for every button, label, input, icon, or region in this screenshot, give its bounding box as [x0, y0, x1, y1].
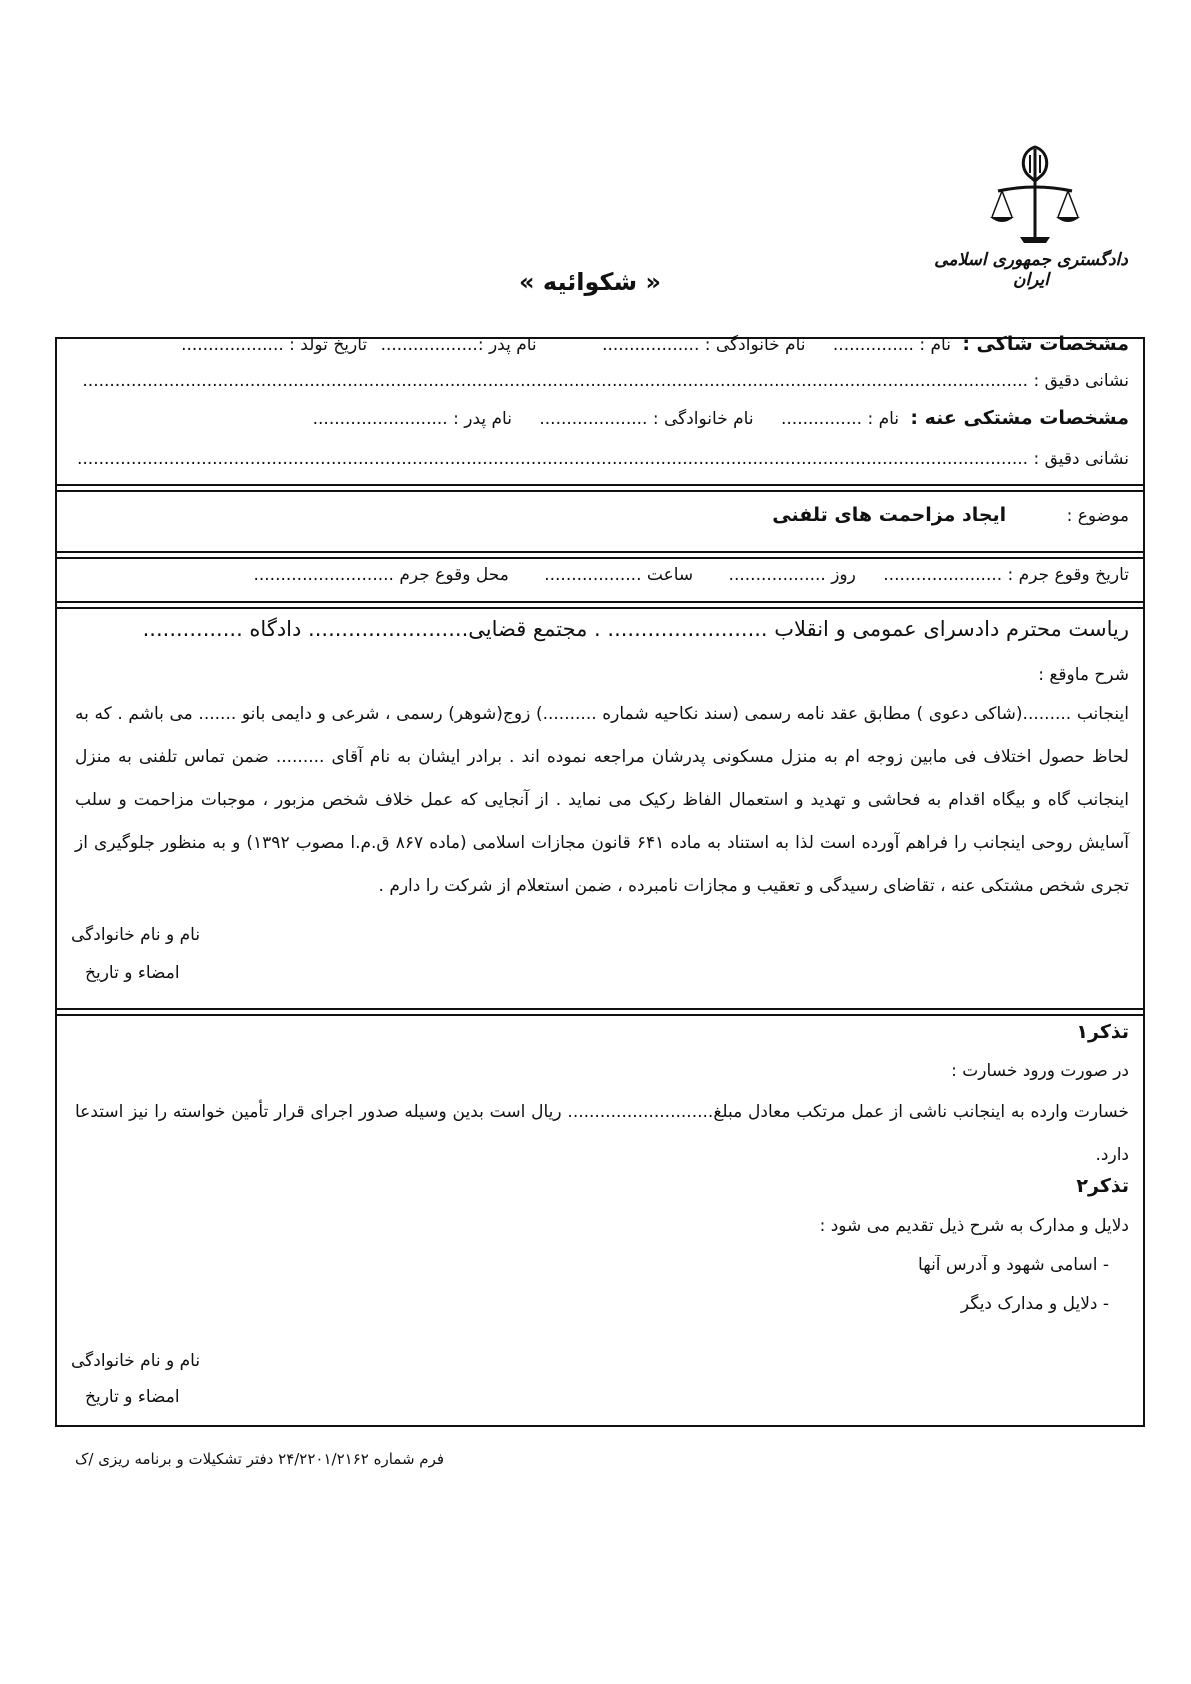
signature2-name: نام و نام خانوادگی: [71, 1351, 201, 1371]
divider: [57, 484, 1143, 492]
divider: [57, 551, 1143, 559]
addressee-line: ریاست محترم دادسرای عمومی و انقلاب ........................ . مجتمع قضایی........................ دادگاه ...............: [142, 617, 1129, 641]
complainant-name-field[interactable]: نام : ...............: [832, 335, 951, 355]
note2-item: - اسامی شهود و آدرس آنها: [918, 1255, 1109, 1275]
signature1-name: نام و نام خانوادگی: [71, 925, 201, 945]
complainant-family-field[interactable]: نام خانوادگی : ..................: [602, 335, 806, 355]
subject-row: [71, 504, 1129, 534]
complainant-birth-field[interactable]: تاریخ تولد : ...................: [181, 335, 368, 355]
complainant-address-field[interactable]: نشانی دقیق : ...............................................................................................................................................................................: [82, 371, 1129, 391]
crime-info-row: [71, 565, 1129, 595]
crime-time-field[interactable]: ساعت ..................: [544, 565, 694, 585]
note1-intro: در صورت ورود خسارت :: [951, 1061, 1129, 1081]
crime-day-field[interactable]: روز ..................: [728, 565, 856, 585]
signature1-sign: امضاء و تاریخ: [85, 963, 180, 983]
accused-heading: مشخصات مشتکی عنه :: [910, 407, 1129, 429]
accused-father-field[interactable]: نام پدر : .........................: [312, 409, 512, 429]
accused-family-field[interactable]: نام خانوادگی : ....................: [539, 409, 754, 429]
complaint-form: [55, 333, 1145, 1427]
note1-body: خسارت وارده به اینجانب ناشی از عمل مرتکب معادل مبلغ........................... ریال است بدین وسیله صدور اجرای قرار تأمین خواسته را نیز استدعا دارد.: [75, 1102, 1129, 1165]
form-number-footer: فرم شماره ۲۴/۲۲۰۱/۲۱۶۲ دفتر تشکیلات و برنامه ریزی /ک: [75, 1450, 445, 1468]
crime-date-field[interactable]: تاریخ وقوع جرم : ......................: [883, 565, 1129, 585]
divider: [57, 601, 1143, 609]
divider: [57, 1008, 1143, 1016]
subject-label: موضوع :: [1066, 506, 1129, 526]
note2-item: - دلایل و مدارک دیگر: [960, 1294, 1109, 1314]
note1-title: تذکر۱: [1076, 1021, 1129, 1043]
document-title: « شکوائیه »: [519, 268, 661, 296]
complainant-heading: مشخصات شاکی :: [962, 333, 1129, 355]
note2-intro: دلایل و مدارک به شرح ذیل تقدیم می شود :: [819, 1216, 1129, 1236]
crime-place-field[interactable]: محل وقوع جرم ..........................: [253, 565, 509, 585]
accused-name-field[interactable]: نام : ...............: [780, 409, 900, 429]
subject-value: ایجاد مزاحمت های تلفنی: [772, 504, 1007, 526]
scales-of-justice-icon: [990, 145, 1080, 245]
complainant-father-field[interactable]: نام پدر :..................: [380, 335, 537, 355]
accused-row: [71, 407, 1129, 437]
organization-name: دادگستری جمهوری اسلامی ایران: [934, 250, 1128, 290]
signature2-sign: امضاء و تاریخ: [85, 1387, 180, 1407]
note2-title: تذکر۲: [1076, 1175, 1129, 1197]
accused-address-field[interactable]: نشانی دقیق : ................................................................................................................................................................................: [77, 449, 1129, 469]
description-label: شرح ماوقع :: [1038, 665, 1129, 685]
description-body: اینجانب .........(شاکی دعوی ) مطابق عقد نامه رسمی (سند نکاحیه شماره ..........) زوج(شوهر) رسمی ، شرعی و دایمی بانو ....... می باشم . که به لحاظ حصول اختلاف فی مابین زوجه ام به منزل مسکونی پدرشان مراجعه نموده اند . برادر ایشان به نام آقای ......... ضمن تماس تلفنی به منزل اینجانب گاه و بیگاه اقدام به فحاشی و تهدید و استعمال الفاظ رکیک می نماید . از آنجایی که عمل خلاف شخص مزبور ، موجبات مزاحمت و سلب آسایش روحی اینجانب را فراهم آورده است لذا به استناد به ماده ۶۴۱ قانون مجازات اسلامی (ماده ۸۶۷ ق.م.ا مصوب ۱۳۹۲) و به منظور جلوگیری از تجری شخص مشتکی عنه ، تقاضای رسیدگی و تعقیب و مجازات نامبرده ، ضمن استعلام از شرکت را دارم .: [75, 704, 1130, 896]
complainant-row-content: [71, 333, 1129, 363]
